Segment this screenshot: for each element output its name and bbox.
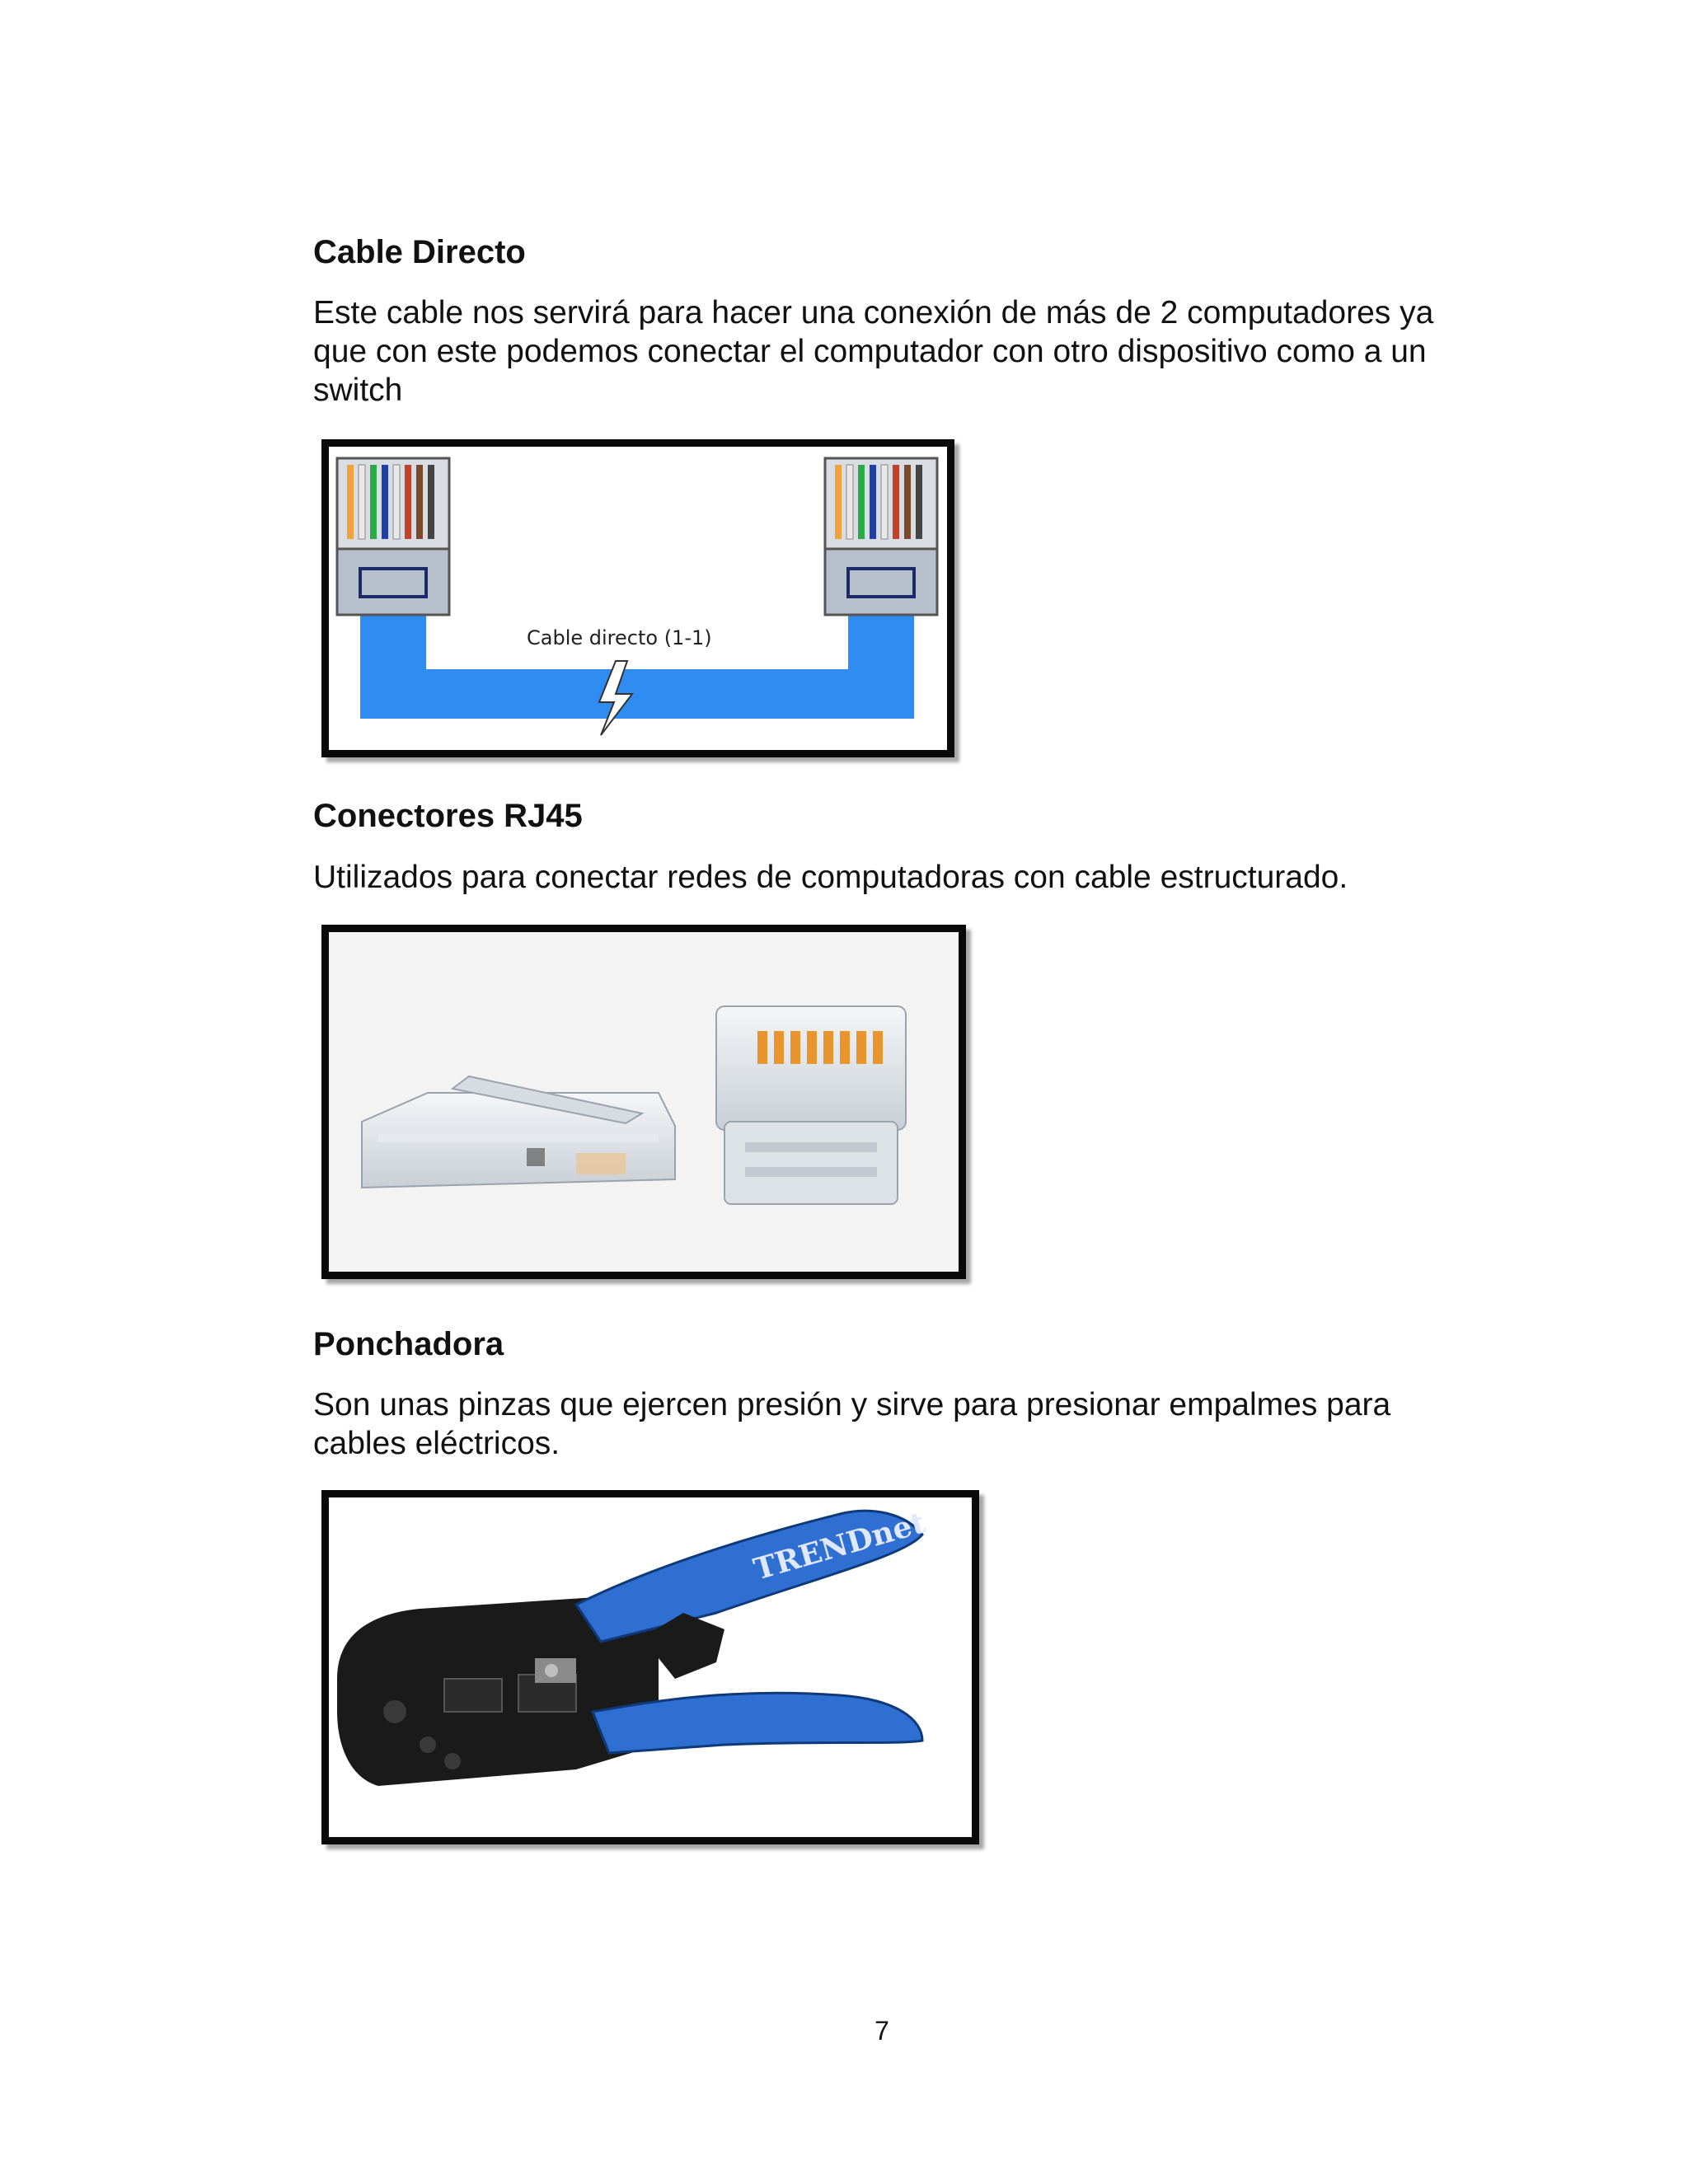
rj45-connector-front-view bbox=[716, 1006, 906, 1204]
section-heading-ponchadora: Ponchadora bbox=[313, 1326, 504, 1362]
rj45-connectors-illustration bbox=[329, 932, 959, 1272]
cable-bottom bbox=[360, 669, 914, 719]
section-text-conectores-rj45: Utilizados para conectar redes de computadoras con cable estructurado. bbox=[313, 860, 1348, 895]
crimping-tool-illustration bbox=[329, 1497, 972, 1837]
figure-ponchadora bbox=[321, 1490, 979, 1844]
brand-logo: TRENDnet bbox=[749, 1505, 930, 1587]
right-rj45-plug bbox=[825, 458, 937, 615]
section-heading-cable-directo: Cable Directo bbox=[313, 234, 526, 270]
section-text-ponchadora: Son unas pinzas que ejercen presión y sirve para presionar empalmes para cables eléctricos. bbox=[313, 1387, 1391, 1461]
straight-cable-diagram bbox=[329, 447, 947, 750]
cable-diagram-label: Cable directo (1-1) bbox=[527, 626, 712, 649]
left-rj45-plug bbox=[337, 458, 449, 615]
page-number: 7 bbox=[874, 2016, 889, 2046]
figure-cable-directo bbox=[321, 439, 954, 757]
figure-rj45-connectors bbox=[321, 925, 966, 1279]
section-text-cable-directo: Este cable nos servirá para hacer una conexión de más de 2 computadores ya que con este podemos conectar el computador con otro dispositivo como a un switch bbox=[313, 295, 1434, 408]
section-heading-conectores-rj45: Conectores RJ45 bbox=[313, 798, 583, 834]
